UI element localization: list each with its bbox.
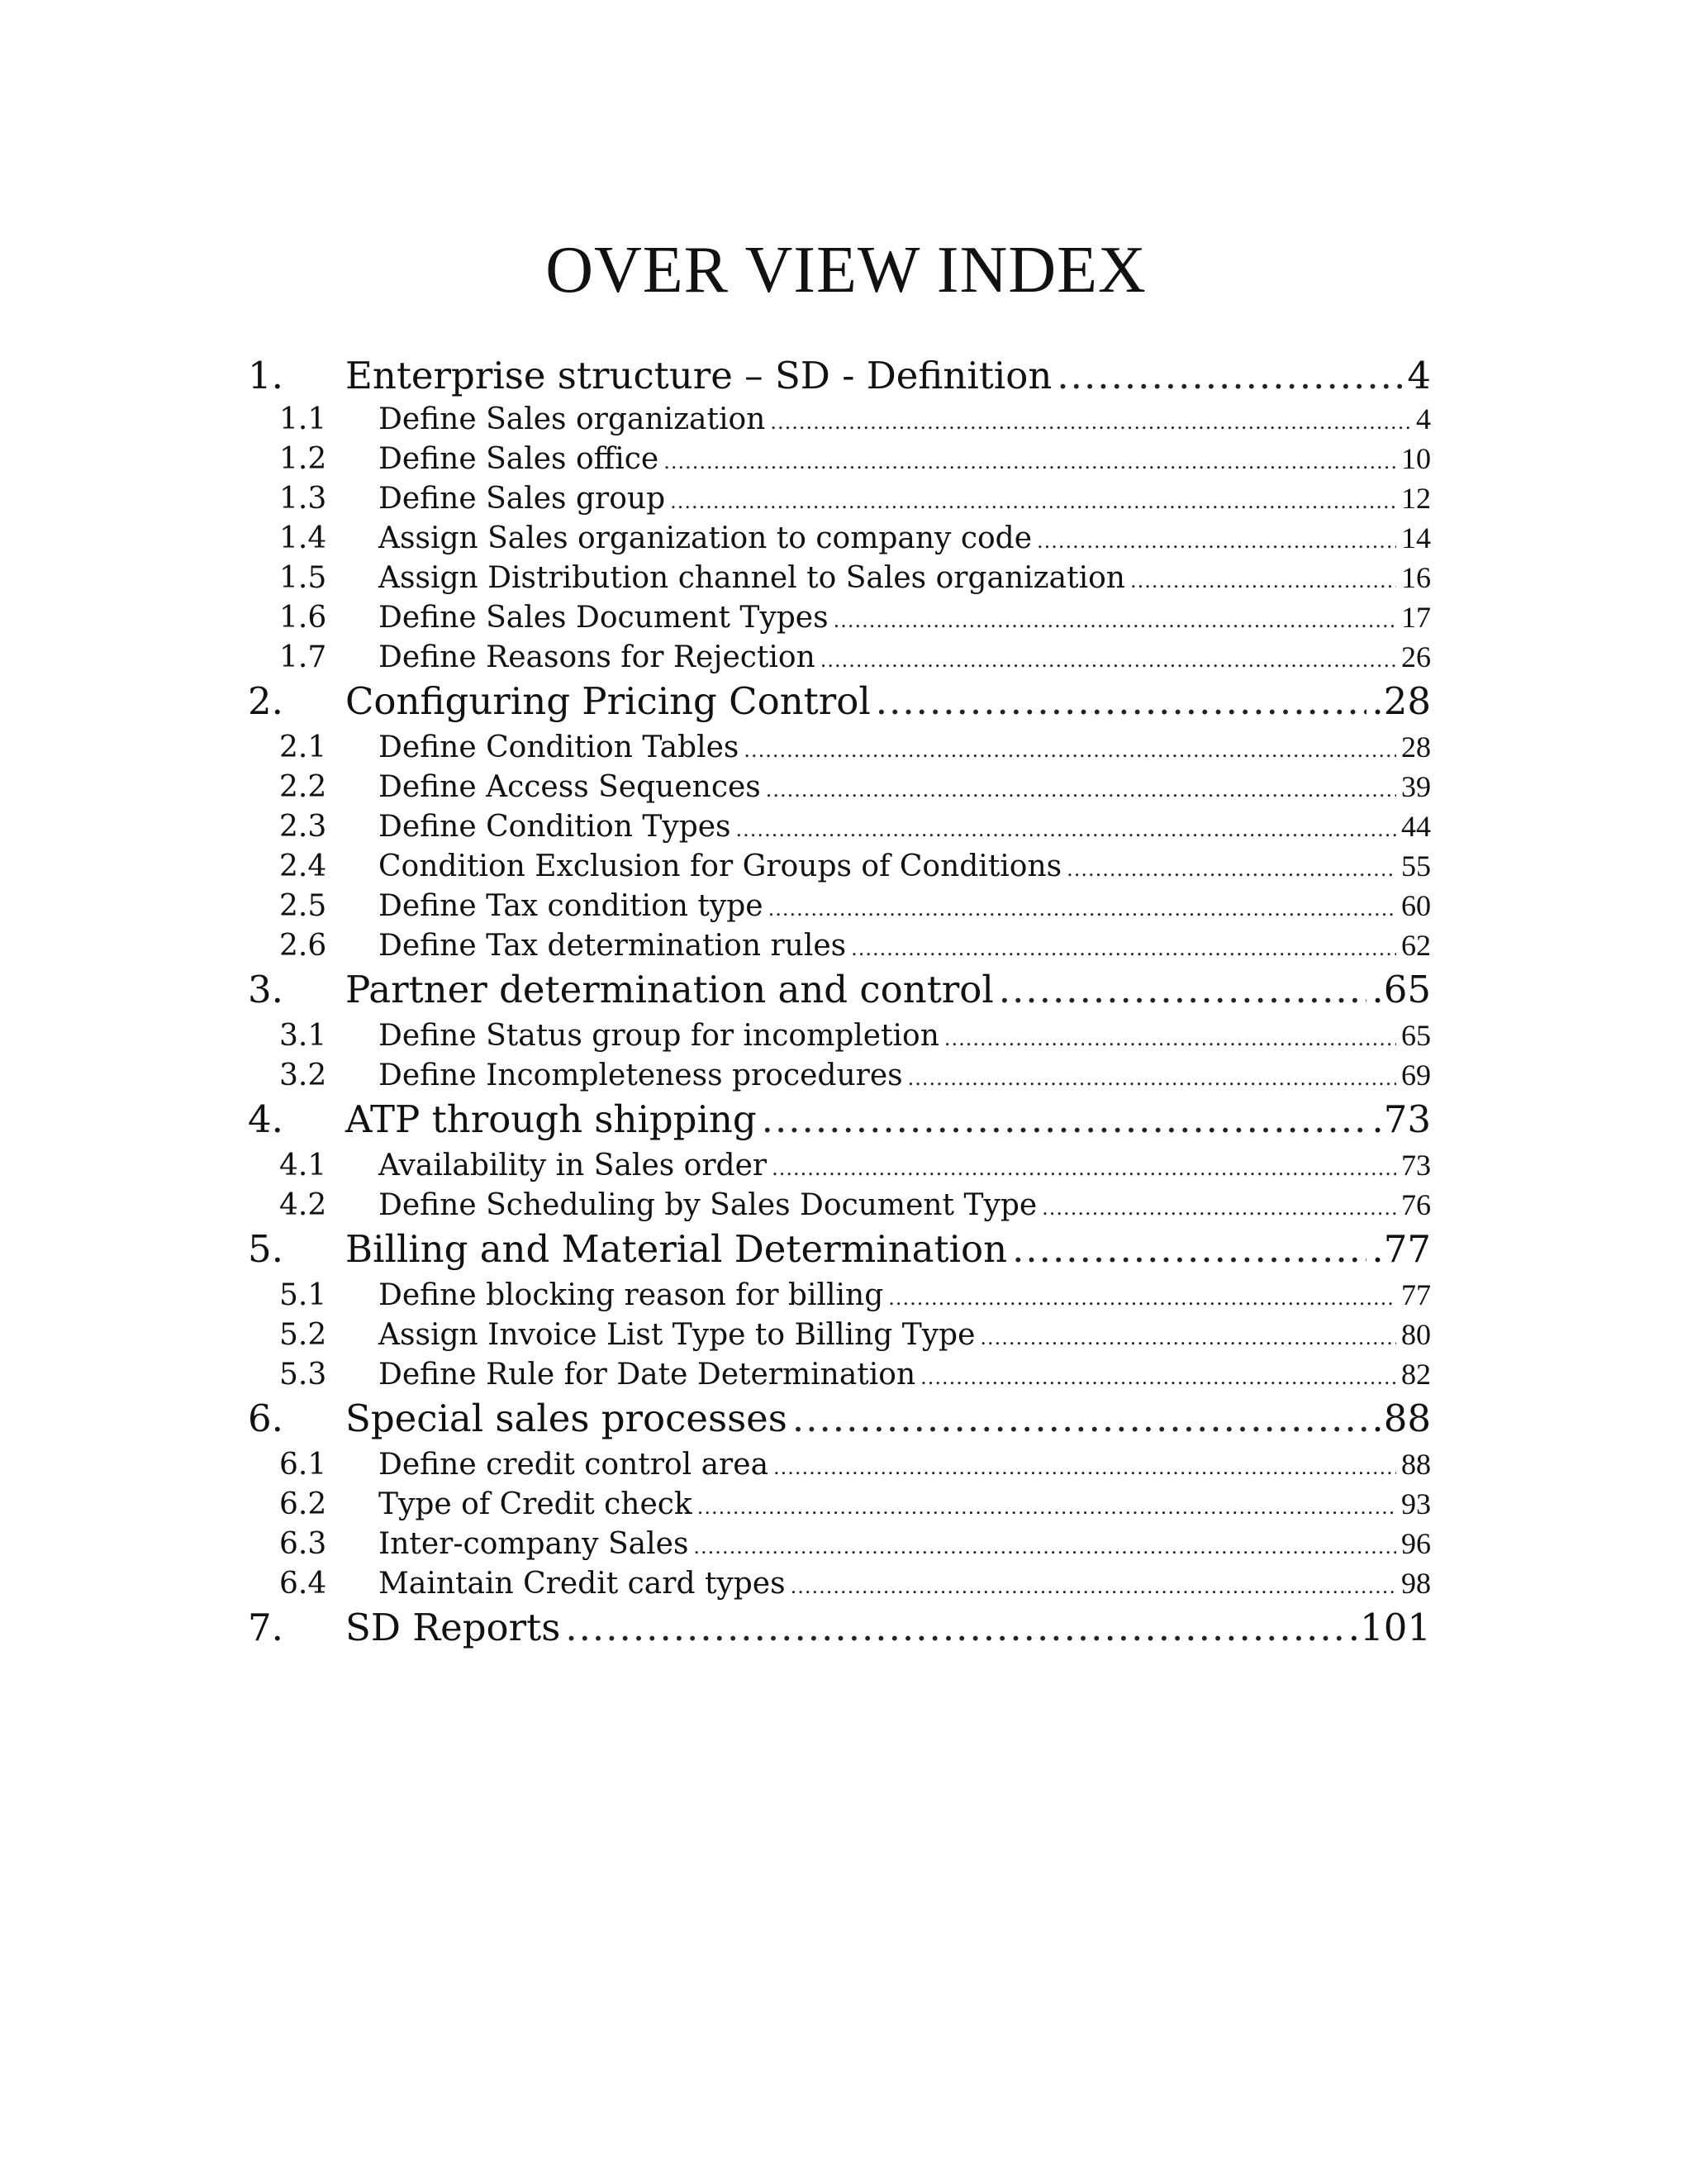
- toc-dot-leader: [876, 679, 1367, 723]
- toc-entry-page-number: 82: [1401, 1358, 1431, 1391]
- toc-subsection-entry[interactable]: [248, 1018, 1431, 1058]
- toc-entry-title: Define Scheduling by Sales Document Type: [378, 1188, 1038, 1222]
- toc-entry-title: Define Sales group: [378, 482, 666, 516]
- toc-entry-number: 4.: [248, 1097, 283, 1141]
- toc-entry-page-number: .28: [1371, 679, 1431, 723]
- toc-subsection-entry[interactable]: [248, 560, 1431, 600]
- toc-entry-number: 1.3: [279, 482, 327, 516]
- toc-dot-leader: [697, 1496, 1396, 1519]
- toc-dot-leader: [565, 1606, 1343, 1649]
- toc-dot-leader: [980, 1326, 1396, 1349]
- toc-entry-page-number: 77: [1401, 1278, 1431, 1311]
- toc-subsection-entry[interactable]: [248, 441, 1431, 481]
- toc-dot-leader: [1130, 569, 1396, 592]
- toc-dot-leader: [834, 609, 1396, 632]
- toc-subsection-entry[interactable]: [248, 402, 1431, 441]
- toc-subsection-entry[interactable]: [248, 640, 1431, 679]
- toc-entry-title: Define Status group for incompletion: [378, 1019, 939, 1053]
- toc-entry-page-number: 69: [1401, 1059, 1431, 1092]
- toc-dot-leader: [888, 1287, 1396, 1310]
- toc-dot-leader: [791, 1575, 1396, 1598]
- toc-entry-page-number: 65: [1401, 1019, 1431, 1052]
- toc-entry-number: 1.: [248, 354, 283, 397]
- toc-entry-number: 2.2: [279, 770, 327, 804]
- toc-entry-page-number: 96: [1401, 1527, 1431, 1560]
- toc-entry-title: Define Rule for Date Determination: [378, 1358, 916, 1392]
- toc-subsection-entry[interactable]: [248, 1487, 1431, 1526]
- toc-entry-number: 3.2: [279, 1059, 327, 1092]
- toc-dot-leader: [920, 1366, 1396, 1389]
- toc-entry-page-number: 62: [1401, 929, 1431, 962]
- toc-entry-page-number: .101: [1347, 1606, 1431, 1649]
- toc-entry-number: 2.6: [279, 929, 327, 963]
- toc-dot-leader: [851, 937, 1396, 960]
- toc-entry-number: 4.2: [279, 1188, 327, 1222]
- toc-entry-page-number: .65: [1371, 968, 1431, 1011]
- toc-entry-title: Define Tax determination rules: [378, 929, 847, 963]
- toc-entry-title: Configuring Pricing Control: [345, 679, 871, 723]
- toc-entry-number: 5.3: [279, 1358, 327, 1392]
- toc-entry-number: 6.: [248, 1397, 283, 1440]
- toc-entry-number: 2.4: [279, 849, 327, 883]
- toc-section-entry[interactable]: [248, 1397, 1431, 1447]
- page-title: OVER VIEW INDEX: [545, 234, 1147, 307]
- toc-section-entry[interactable]: [248, 968, 1431, 1018]
- toc-entry-number: 5.1: [279, 1278, 327, 1312]
- toc-entry-page-number: 16: [1401, 561, 1431, 594]
- toc-entry-page-number: 73: [1401, 1149, 1431, 1182]
- toc-entry-page-number: 88: [1401, 1448, 1431, 1481]
- toc-entry-number: 6.2: [279, 1487, 327, 1521]
- toc-subsection-entry[interactable]: [248, 888, 1431, 928]
- toc-entry-page-number: 4: [1407, 354, 1431, 397]
- toc-entry-title: Define Condition Tables: [378, 730, 739, 764]
- toc-entry-number: 4.1: [279, 1149, 327, 1182]
- toc-entry-title: Define Reasons for Rejection: [378, 640, 815, 674]
- toc-entry-title: Partner determination and control: [345, 968, 994, 1011]
- toc-entry-number: 2.3: [279, 810, 327, 844]
- toc-entry-page-number: 14: [1401, 521, 1431, 554]
- toc-entry-number: 5.2: [279, 1318, 327, 1352]
- toc-entry-title: Enterprise structure – SD - Definition: [345, 354, 1053, 397]
- toc-subsection-entry[interactable]: [248, 1187, 1431, 1227]
- toc-subsection-entry[interactable]: [248, 730, 1431, 769]
- toc-entry-title: Define Access Sequences: [378, 770, 761, 804]
- toc-subsection-entry[interactable]: [248, 1447, 1431, 1487]
- toc-entry-page-number: 93: [1401, 1487, 1431, 1520]
- toc-subsection-entry[interactable]: [248, 1058, 1431, 1097]
- toc-entry-page-number: 17: [1401, 601, 1431, 634]
- toc-dot-leader: [1037, 530, 1396, 553]
- toc-entry-page-number: 76: [1401, 1188, 1431, 1221]
- toc-subsection-entry[interactable]: [248, 928, 1431, 968]
- toc-entry-title: Define Sales Document Types: [378, 601, 829, 635]
- toc-section-entry[interactable]: [248, 1227, 1431, 1278]
- toc-subsection-entry[interactable]: [248, 521, 1431, 560]
- toc-entry-title: Condition Exclusion for Groups of Conditions: [378, 849, 1062, 883]
- toc-entry-title: Availability in Sales order: [378, 1149, 768, 1182]
- toc-entry-number: 1.5: [279, 561, 327, 595]
- toc-subsection-entry[interactable]: [248, 1148, 1431, 1187]
- toc-subsection-entry[interactable]: [248, 809, 1431, 849]
- toc-entry-title: Define Tax condition type: [378, 889, 763, 923]
- toc-dot-leader: [693, 1535, 1396, 1558]
- toc-section-entry[interactable]: [248, 354, 1431, 402]
- toc-entry-title: Special sales processes: [345, 1397, 787, 1440]
- toc-entry-number: 6.4: [279, 1567, 327, 1601]
- toc-dot-leader: [736, 818, 1396, 841]
- toc-entry-page-number: 28: [1401, 730, 1431, 764]
- toc-entry-title: Assign Sales organization to company code: [378, 521, 1033, 555]
- toc-entry-title: Maintain Credit card types: [378, 1567, 786, 1601]
- toc-entry-page-number: 12: [1401, 482, 1431, 515]
- toc-entry-number: 1.7: [279, 640, 327, 674]
- toc-subsection-entry[interactable]: [248, 481, 1431, 521]
- toc-entry-number: 2.1: [279, 730, 327, 764]
- toc-entry-page-number: 80: [1401, 1318, 1431, 1351]
- toc-dot-leader: [744, 739, 1396, 762]
- toc-entry-page-number: 4: [1416, 402, 1431, 435]
- toc-entry-title: Define blocking reason for billing: [378, 1278, 884, 1312]
- toc-entry-number: 2.: [248, 679, 283, 723]
- toc-entry-number: 7.: [248, 1606, 283, 1649]
- toc-section-entry[interactable]: [248, 1097, 1431, 1148]
- toc-entry-page-number: .88: [1371, 1397, 1431, 1440]
- toc-subsection-entry[interactable]: [248, 1357, 1431, 1397]
- toc-subsection-entry[interactable]: [248, 600, 1431, 640]
- toc-entry-title: Define Condition Types: [378, 810, 731, 844]
- toc-entry-page-number: .73: [1371, 1097, 1431, 1141]
- toc-subsection-entry[interactable]: [248, 769, 1431, 809]
- toc-entry-page-number: 44: [1401, 810, 1431, 843]
- toc-section-entry[interactable]: [248, 679, 1431, 730]
- toc-dot-leader: [944, 1027, 1396, 1050]
- toc-entry-title: SD Reports: [345, 1606, 561, 1649]
- toc-dot-leader: [999, 968, 1367, 1011]
- toc-dot-leader: [766, 778, 1396, 802]
- toc-entry-title: Assign Invoice List Type to Billing Type: [378, 1318, 976, 1352]
- toc-section-entry[interactable]: [248, 1606, 1431, 1656]
- toc-dot-leader: [772, 1157, 1396, 1180]
- toc-entry-title: Type of Credit check: [378, 1487, 692, 1521]
- toc-subsection-entry[interactable]: [248, 1317, 1431, 1357]
- toc-dot-leader: [820, 649, 1396, 672]
- toc-entry-page-number: 60: [1401, 889, 1431, 922]
- toc-dot-leader: [768, 897, 1396, 921]
- toc-entry-number: 5.: [248, 1227, 283, 1271]
- toc-entry-title: Define Sales organization: [378, 402, 766, 436]
- toc-entry-title: Define Sales office: [378, 442, 659, 476]
- toc-dot-leader: [1067, 858, 1396, 881]
- toc-entry-number: 6.1: [279, 1448, 327, 1482]
- toc-entry-title: Billing and Material Determination: [345, 1227, 1008, 1271]
- toc-entry-page-number: 10: [1401, 442, 1431, 475]
- toc-subsection-entry[interactable]: [248, 849, 1431, 888]
- toc-dot-leader: [1057, 354, 1402, 397]
- toc-entry-title: Inter-company Sales: [378, 1527, 689, 1561]
- toc-entry-title: ATP through shipping: [345, 1097, 757, 1141]
- toc-entry-number: 3.1: [279, 1019, 327, 1053]
- toc-entry-number: 1.6: [279, 601, 327, 635]
- toc-entry-title: Assign Distribution channel to Sales organization: [378, 561, 1125, 595]
- toc-dot-leader: [663, 450, 1396, 473]
- toc-entry-page-number: 98: [1401, 1567, 1431, 1600]
- toc-entry-page-number: 26: [1401, 640, 1431, 673]
- toc-entry-number: 3.: [248, 968, 283, 1011]
- toc-subsection-entry[interactable]: [248, 1526, 1431, 1566]
- toc-dot-leader: [773, 1456, 1396, 1479]
- toc-entry-page-number: .77: [1371, 1227, 1431, 1271]
- toc-entry-number: 1.1: [279, 402, 327, 436]
- toc-dot-leader: [1012, 1227, 1366, 1271]
- toc-dot-leader: [670, 490, 1396, 513]
- toc-entry-title: Define credit control area: [378, 1448, 769, 1482]
- toc-dot-leader: [792, 1397, 1367, 1440]
- toc-dot-leader: [770, 411, 1411, 434]
- toc-subsection-entry[interactable]: [248, 1278, 1431, 1317]
- toc-entry-page-number: 55: [1401, 849, 1431, 883]
- toc-subsection-entry[interactable]: [248, 1566, 1431, 1606]
- toc-entry-number: 1.4: [279, 521, 327, 555]
- toc-entry-number: 6.3: [279, 1527, 327, 1561]
- toc-dot-leader: [1042, 1197, 1396, 1220]
- toc-entry-title: Define Incompleteness procedures: [378, 1059, 903, 1092]
- toc-entry-number: 2.5: [279, 889, 327, 923]
- table-of-contents: [248, 354, 1431, 1656]
- toc-entry-number: 1.2: [279, 442, 327, 476]
- toc-entry-page-number: 39: [1401, 770, 1431, 803]
- toc-dot-leader: [762, 1097, 1367, 1141]
- toc-dot-leader: [908, 1067, 1396, 1090]
